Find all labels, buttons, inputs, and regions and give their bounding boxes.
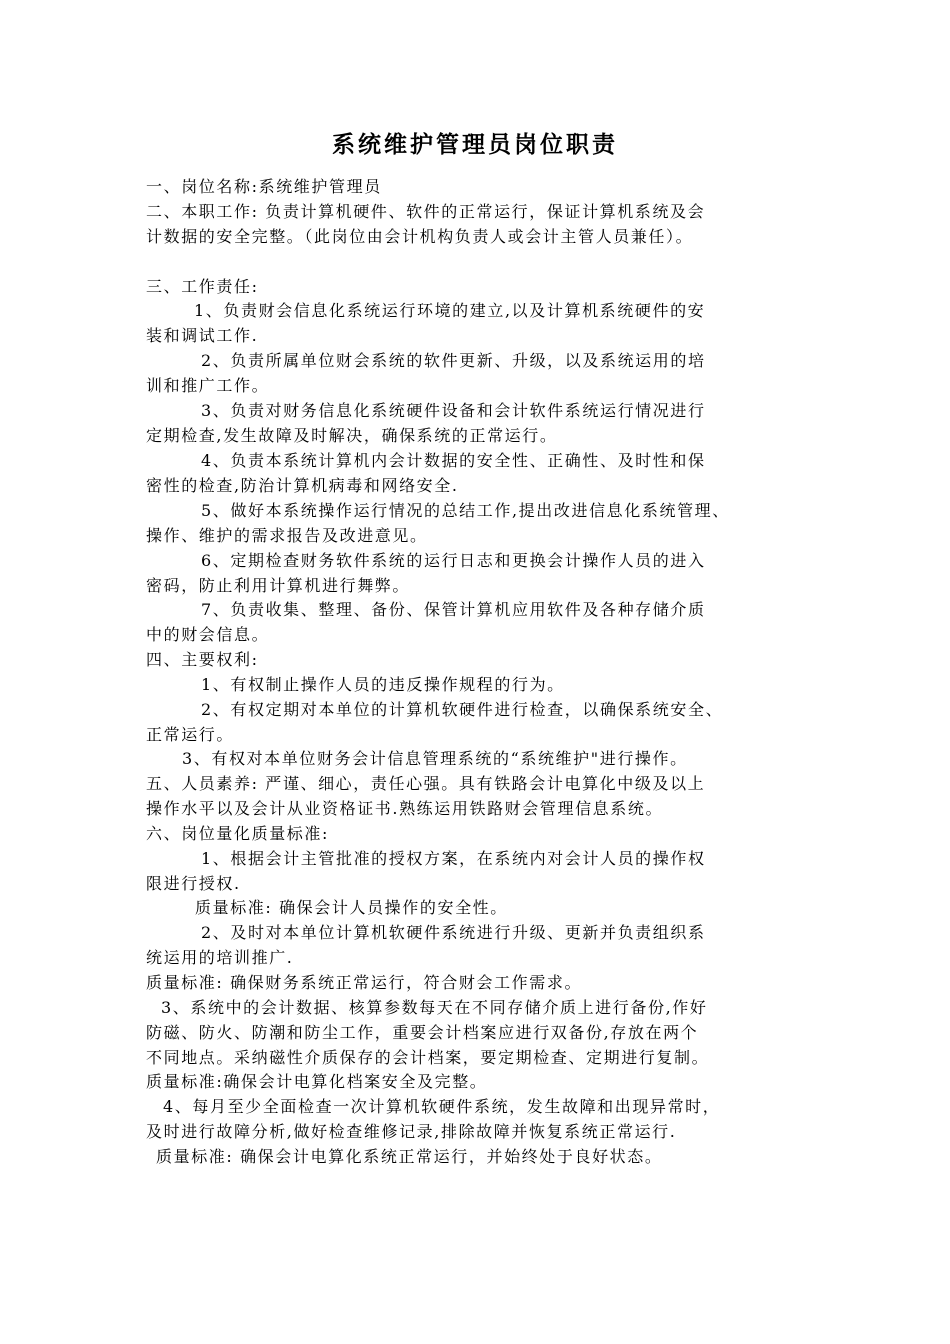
line-18: 中的财会信息。 [146,625,270,644]
line-9: 3、负责对财务信息化系统硬件设备和会计软件系统运行情况进行 [201,401,706,420]
line-19: 四、主要权利: [146,650,259,669]
line-32: 质量标准: 确保财务系统正常运行，符合财会工作需求。 [146,973,583,992]
line-5: 1、负责财会信息化系统运行环境的建立,以及计算机系统硬件的安 [194,301,706,320]
line-16: 密码，防止利用计算机进行舞弊。 [146,576,411,595]
line-13: 5、做好本系统操作运行情况的总结工作,提出改进信息化系统管理、 [201,501,730,520]
line-2: 二、本职工作: 负责计算机硬件、软件的正常运行，保证计算机系统及会 [146,202,706,221]
line-27: 1、根据会计主管批准的授权方案，在系统内对会计人员的操作权 [201,849,706,868]
line-23: 3、有权对本单位财务会计信息管理系统的“系统维护"进行操作。 [182,749,688,768]
line-11: 4、负责本系统计算机内会计数据的安全性、正确性、及时性和保 [201,451,706,470]
line-30: 2、及时对本单位计算机软硬件系统进行升级、更新并负责组织系 [201,923,706,942]
line-12: 密性的检查,防治计算机病毒和网络安全. [146,476,459,495]
document-title: 系统维护管理员岗位职责 [332,132,618,158]
line-4: 三、工作责任: [146,277,259,296]
line-15: 6、定期检查财务软件系统的运行日志和更换会计操作人员的进入 [201,551,706,570]
line-8: 训和推广工作。 [146,376,270,395]
line-36: 质量标准:确保会计电算化档案安全及完整。 [146,1072,488,1091]
line-21: 2、有权定期对本单位的计算机软硬件进行检查，以确保系统安全、 [201,700,724,719]
line-6: 装和调试工作. [146,326,259,345]
line-24: 五、人员素养: 严谨、细心，责任心强。具有铁路会计电算化中级及以上 [146,774,706,793]
line-26: 六、岗位量化质量标准: [146,824,329,843]
line-25: 操作水平以及会计从业资格证书.熟练运用铁路财会管理信息系统。 [146,799,664,818]
line-34: 防磁、防火、防潮和防尘工作，重要会计档案应进行双备份,存放在两个 [146,1023,699,1042]
line-39: 质量标准: 确保会计电算化系统正常运行，并始终处于良好状态。 [156,1147,663,1166]
line-20: 1、有权制止操作人员的违反操作规程的行为。 [201,675,565,694]
line-35: 不同地点。采纳磁性介质保存的会计档案，要定期检查、定期进行复制。 [146,1048,710,1067]
line-28: 限进行授权. [146,874,241,893]
line-31: 统运用的培训推广. [146,948,294,967]
line-1: 一、岗位名称:系统维护管理员 [146,177,382,196]
line-22: 正常运行。 [146,725,235,744]
line-7: 2、负责所属单位财会系统的软件更新、升级，以及系统运用的培 [201,351,706,370]
line-29: 质量标准: 确保会计人员操作的安全性。 [195,898,508,917]
line-3: 计数据的安全完整。（此岗位由会计机构负责人或会计主管人员兼任）。 [146,227,694,246]
line-10: 定期检查,发生故障及时解决，确保系统的正常运行。 [146,426,558,445]
line-17: 7、负责收集、整理、备份、保管计算机应用软件及各种存储介质 [201,600,706,619]
line-38: 及时进行故障分析,做好检查维修记录,排除故障并恢复系统正常运行. [146,1122,677,1141]
line-14: 操作、维护的需求报告及改进意见。 [146,526,428,545]
line-37: 4、每月至少全面检查一次计算机软硬件系统，发生故障和出现异常时， [163,1097,721,1116]
line-33: 3、系统中的会计数据、核算参数每天在不同存储介质上进行备份,作好 [161,998,708,1017]
